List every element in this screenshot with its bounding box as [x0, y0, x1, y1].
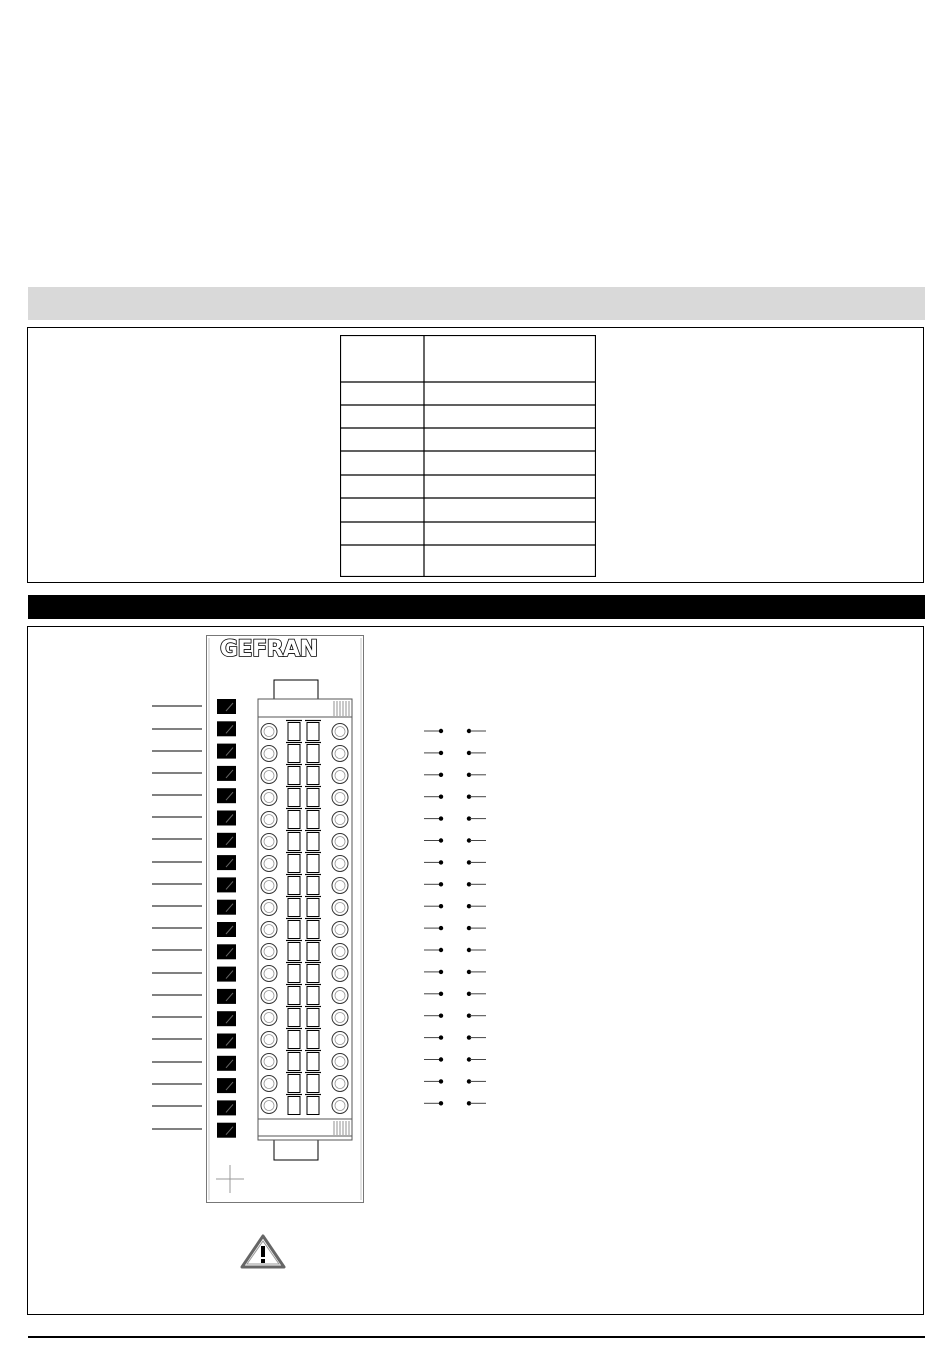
warning-triangle-icon — [238, 1232, 288, 1270]
status-led — [217, 833, 236, 848]
connection-points — [420, 725, 490, 1115]
connection-point-pair — [424, 926, 486, 930]
connection-point-pair — [424, 882, 486, 886]
footer-rule — [28, 1336, 925, 1338]
status-led — [217, 967, 236, 982]
connection-point-pair — [424, 1079, 486, 1083]
status-led — [217, 989, 236, 1004]
spec-table-grid — [340, 335, 596, 577]
spec-table — [340, 335, 596, 577]
connection-point-pair — [424, 904, 486, 908]
status-led — [217, 788, 236, 803]
status-led — [217, 1123, 236, 1138]
connection-point-pair — [424, 1101, 486, 1105]
terminal-module — [206, 635, 364, 1203]
connection-point-pair — [424, 992, 486, 996]
status-led — [217, 1034, 236, 1049]
status-led — [217, 1056, 236, 1071]
status-led — [217, 944, 236, 959]
connection-point-pair — [424, 970, 486, 974]
connection-point-pair — [424, 1057, 486, 1061]
status-led — [217, 811, 236, 826]
connection-point-pair — [424, 1014, 486, 1018]
connection-point-pair — [424, 838, 486, 842]
led-leader-lines — [148, 700, 208, 1140]
section-header-black — [28, 595, 925, 619]
connection-point-pair — [424, 729, 486, 733]
connection-point-pair — [424, 795, 486, 799]
status-led — [217, 855, 236, 870]
status-led — [217, 699, 236, 714]
status-led — [217, 766, 236, 781]
connection-point-pair — [424, 1035, 486, 1039]
connection-point-pair — [424, 948, 486, 952]
connection-point-pair — [424, 816, 486, 820]
status-led — [217, 1078, 236, 1093]
status-led — [217, 1100, 236, 1115]
status-led — [217, 1011, 236, 1026]
status-led — [217, 900, 236, 915]
section-header-gray — [28, 287, 925, 320]
status-led — [217, 922, 236, 937]
connection-point-pair — [424, 751, 486, 755]
status-led — [217, 721, 236, 736]
connection-point-pair — [424, 773, 486, 777]
connection-point-pair — [424, 860, 486, 864]
status-led — [217, 744, 236, 759]
gefran-logo: GEFRAN — [220, 637, 318, 662]
status-led — [217, 877, 236, 892]
